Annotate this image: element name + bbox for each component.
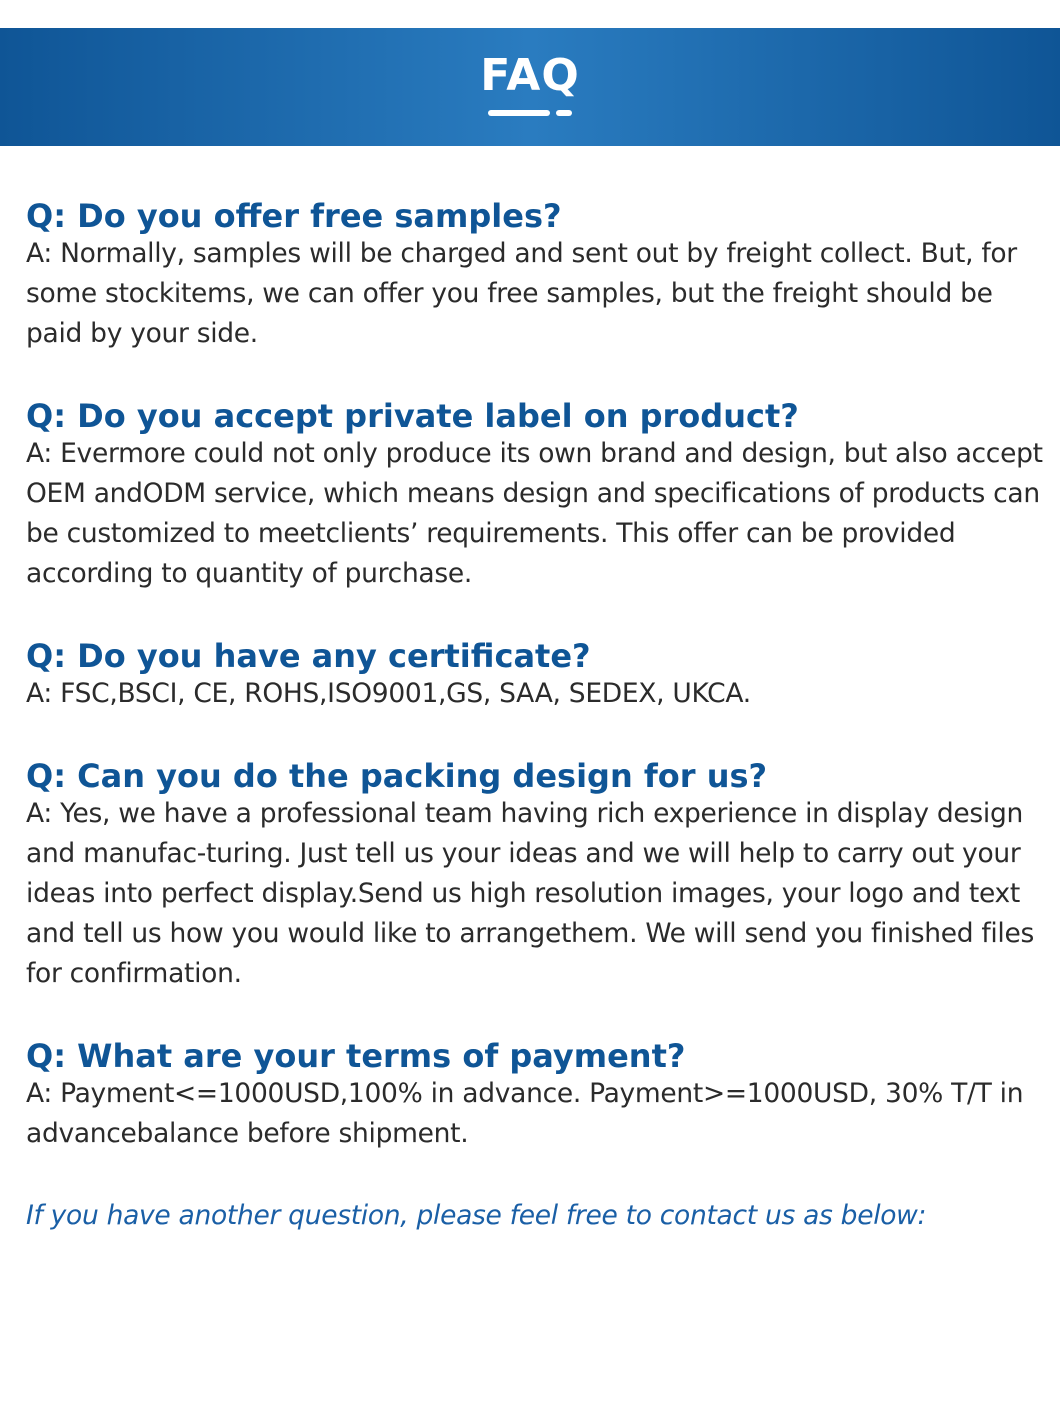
faq-question: Q: Do you have any certificate? <box>26 637 591 675</box>
faq-banner <box>0 28 1060 146</box>
title-underline-dot <box>556 110 572 116</box>
faq-answer: A: Payment<=1000USD,100% in advance. Payment>=1000USD, 30% T/T in advancebalance before shipment. <box>26 1078 1024 1149</box>
faq-answer: A: Normally, samples will be charged and sent out by freight collect. But, for some stockitems, we can offer you free samples, but the freight should be paid by your side. <box>26 238 1017 349</box>
faq-question: Q: What are your terms of payment? <box>26 1037 686 1075</box>
faq-question: Q: Can you do the packing design for us? <box>26 757 768 795</box>
title-underline <box>488 110 550 116</box>
faq-answer: A: Yes, we have a professional team having rich experience in display design and manufac-turing. Just tell us your ideas and we will help to carry out your ideas into perfect display.Send us high resolution images, your logo and text and tell us how you would like to arrangethem. We will send you finished files for confirmation. <box>26 798 1035 989</box>
faq-item-certificate <box>26 638 1046 714</box>
faq-item-payment-terms <box>26 1038 1046 1154</box>
contact-note: If you have another question, please feel free to contact us as below: <box>26 1200 927 1231</box>
page-title: FAQ <box>480 50 580 101</box>
faq-question: Q: Do you accept private label on product? <box>26 397 799 435</box>
faq-answer: A: FSC,BSCI, CE, ROHS,ISO9001,GS, SAA, SEDEX, UKCA. <box>26 678 751 709</box>
faq-item-packing-design <box>26 758 1046 994</box>
faq-answer: A: Evermore could not only produce its own brand and design, but also accept OEM andODM service, which means design and specifications of products can be customized to meetclients’ requirements. This offer can be provided according to quantity of purchase. <box>26 438 1043 589</box>
faq-item-private-label <box>26 398 1046 594</box>
faq-question: Q: Do you offer free samples? <box>26 197 562 235</box>
faq-item-free-samples <box>26 198 1046 354</box>
